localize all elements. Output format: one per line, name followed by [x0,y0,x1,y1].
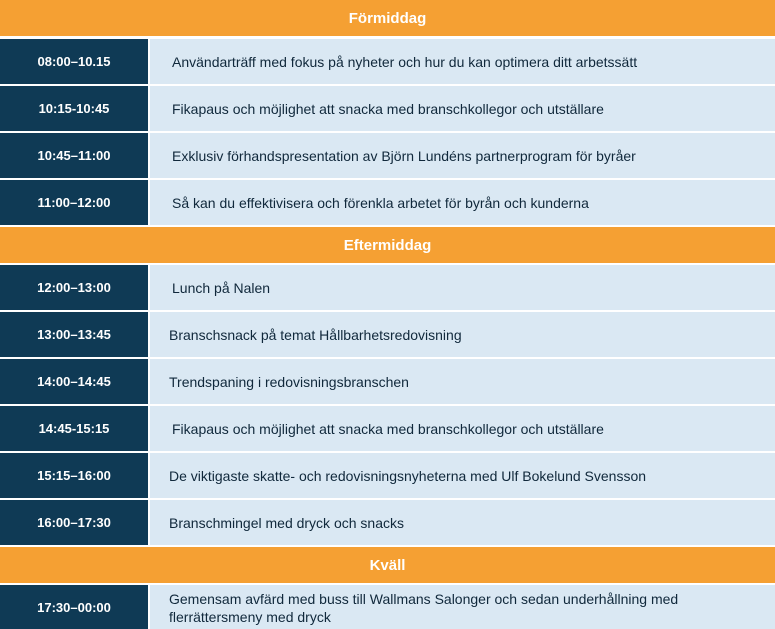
row-description: Fikapaus och möjlighet att snacka med branschkollegor och utställare [150,86,775,131]
row-time: 16:00–17:30 [0,500,148,545]
schedule-row [0,180,775,225]
row-time: 10:15-10:45 [0,86,148,131]
row-time: 13:00–13:45 [0,312,148,357]
schedule-row [0,133,775,178]
section-header-kvall [0,547,775,583]
row-time: 10:45–11:00 [0,133,148,178]
section-title: Eftermiddag [343,236,432,254]
row-time: 14:45-15:15 [0,406,148,451]
schedule-row [0,585,775,629]
row-description: Fikapaus och möjlighet att snacka med branschkollegor och utställare [150,406,775,451]
schedule-row [0,39,775,84]
section-title: Förmiddag [348,9,427,27]
schedule-row [0,406,775,451]
row-time: 12:00–13:00 [0,265,148,310]
schedule-row [0,359,775,404]
row-time: 08:00–10.15 [0,39,148,84]
row-description: Branschsnack på temat Hållbarhetsredovisning [150,312,775,357]
section-title: Kväll [369,556,406,574]
row-description: Så kan du effektivisera och förenkla arbetet för byrån och kunderna [150,180,775,225]
row-description: De viktigaste skatte- och redovisningsnyheterna med Ulf Bokelund Svensson [150,453,775,498]
schedule-row [0,453,775,498]
schedule-row [0,86,775,131]
row-time: 15:15–16:00 [0,453,148,498]
schedule-row [0,500,775,545]
section-header-formiddag [0,0,775,36]
row-description: Gemensam avfärd med buss till Wallmans Salonger och sedan underhållning med flerrättersmeny med dryck [150,585,775,629]
row-description: Användarträff med fokus på nyheter och hur du kan optimera ditt arbetssätt [150,39,775,84]
row-time: 14:00–14:45 [0,359,148,404]
row-time: 17:30–00:00 [0,585,148,629]
row-description: Exklusiv förhandspresentation av Björn Lundéns partnerprogram för byråer [150,133,775,178]
row-description: Lunch på Nalen [150,265,775,310]
schedule-row [0,312,775,357]
section-header-eftermiddag [0,227,775,263]
row-description: Branschmingel med dryck och snacks [150,500,775,545]
row-time: 11:00–12:00 [0,180,148,225]
schedule-row [0,265,775,310]
row-description: Trendspaning i redovisningsbranschen [150,359,775,404]
